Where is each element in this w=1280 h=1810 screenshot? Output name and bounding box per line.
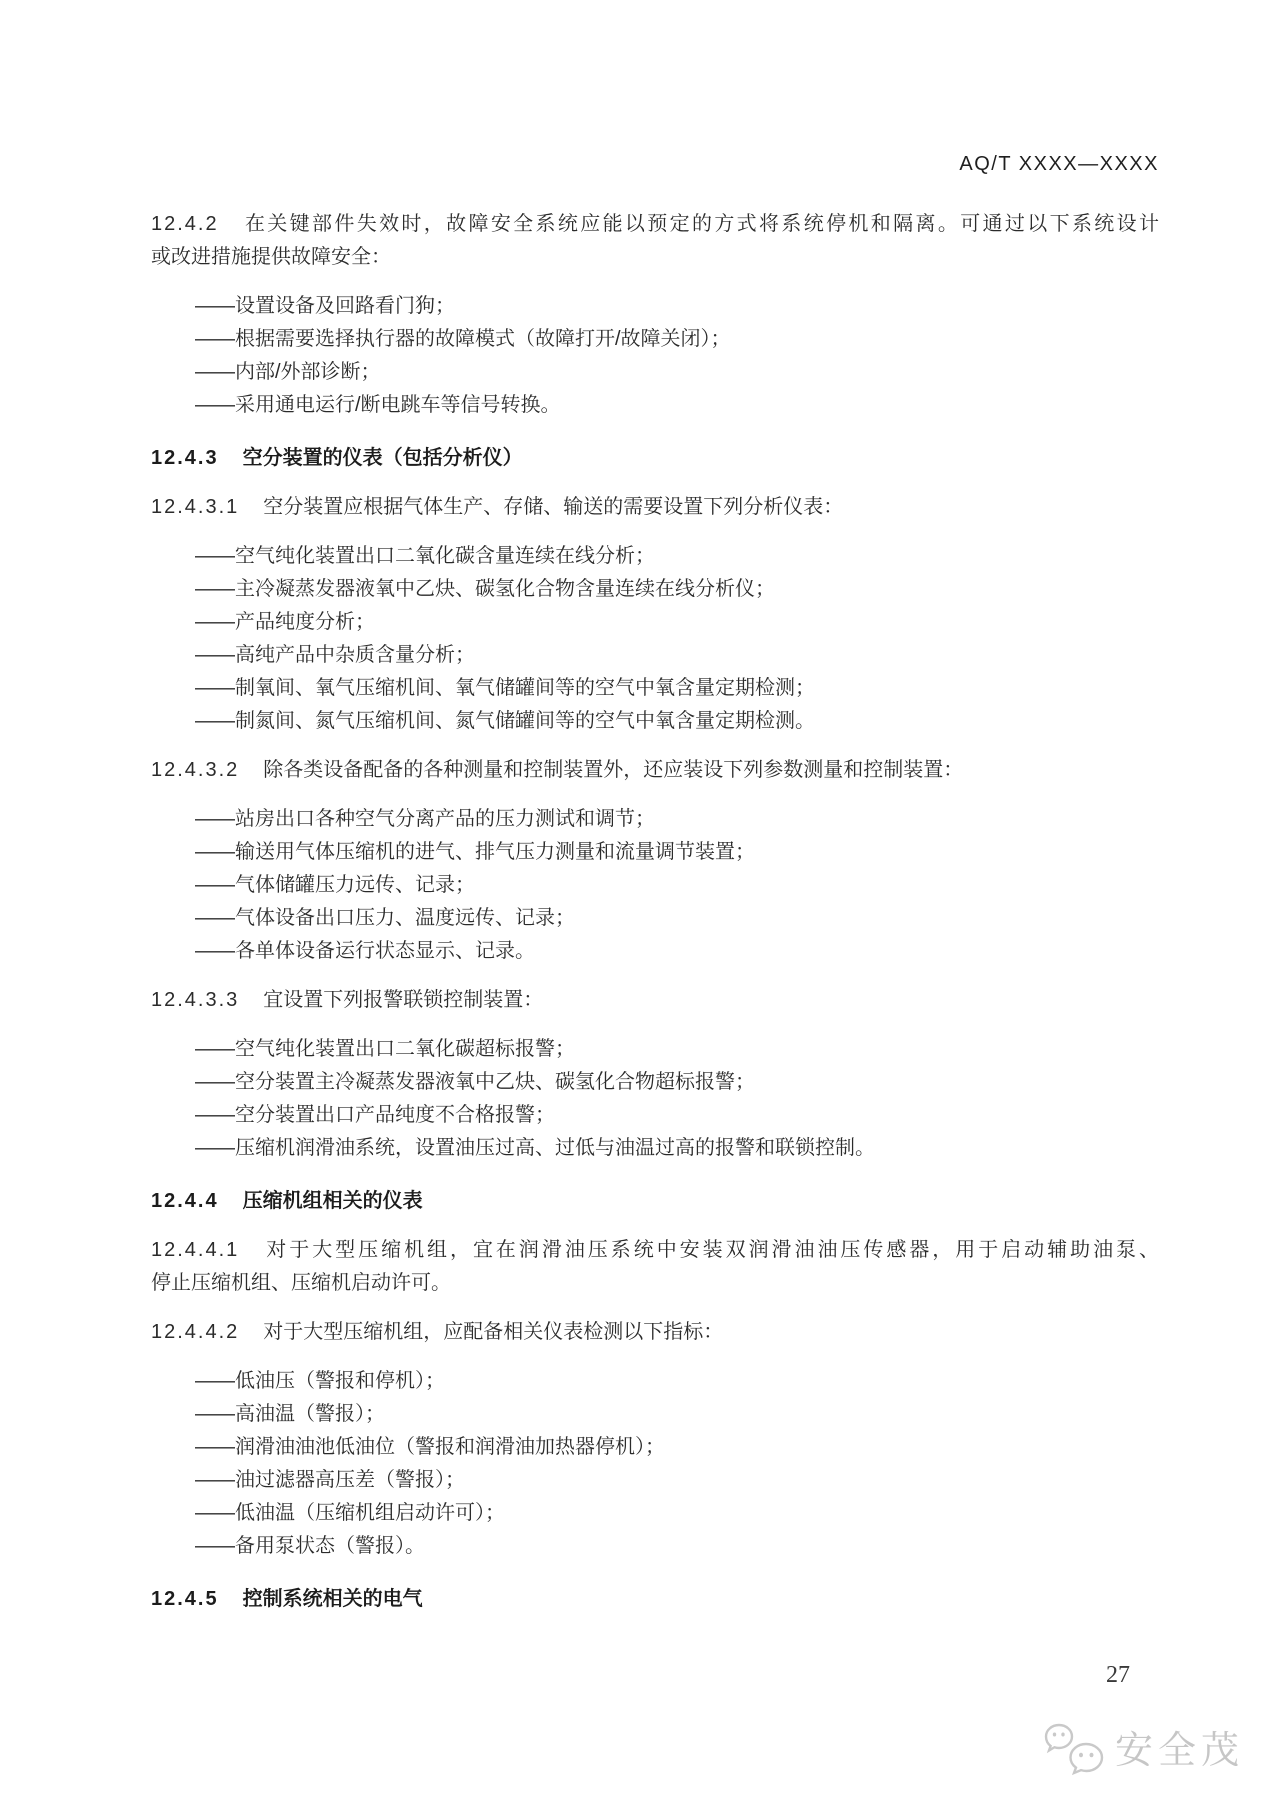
dash-list-item: ——高油温（警报）； xyxy=(195,1403,385,1425)
clause-number: 12.4.2 xyxy=(151,213,219,235)
dash-list-item: ——空分装置主冷凝蒸发器液氧中乙炔、碳氢化合物超标报警； xyxy=(195,1071,755,1093)
heading-number: 12.4.3 xyxy=(151,447,219,469)
clause-text-line: 或改进措施提供故障安全： xyxy=(151,246,391,268)
dash-list xyxy=(151,540,1159,738)
clause-number: 12.4.3.1 xyxy=(151,496,240,518)
dash-list xyxy=(151,1033,1159,1165)
clause-paragraph xyxy=(151,491,1159,524)
clause-text-line: 停止压缩机组、压缩机启动许可。 xyxy=(151,1272,451,1294)
dash-list xyxy=(151,1365,1159,1563)
dash-list-item: ——制氮间、氮气压缩机间、氮气储罐间等的空气中氧含量定期检测。 xyxy=(195,710,815,732)
dash-list-item: ——气体储罐压力远传、记录； xyxy=(195,874,475,896)
dash-list-item: ——备用泵状态（警报）。 xyxy=(195,1535,425,1557)
dash-list-item: ——低油温（压缩机组启动许可）； xyxy=(195,1502,505,1524)
clause-text-line: 12.4.3.2 除各类设备配备的各种测量和控制装置外，还应装设下列参数测量和控制装置： xyxy=(151,759,964,781)
dash-list-item: ——站房出口各种空气分离产品的压力测试和调节； xyxy=(195,808,655,830)
document-header xyxy=(151,152,1159,176)
standard-code: AQ/T XXXX—XXXX xyxy=(959,153,1159,175)
clause-text-line: 12.4.3.3 宜设置下列报警联锁控制装置： xyxy=(151,989,544,1011)
heading-number: 12.4.5 xyxy=(151,1588,219,1610)
dash-list-item: ——空气纯化装置出口二氧化碳含量连续在线分析； xyxy=(195,545,655,567)
section-heading xyxy=(151,1583,1159,1616)
watermark xyxy=(1043,1722,1244,1780)
dash-list-item: ——油过滤器高压差（警报）； xyxy=(195,1469,465,1491)
wechat-chat-bubbles-icon xyxy=(1043,1722,1105,1780)
clause-text-line: 12.4.4.1 对于大型压缩机组，宜在润滑油压系统中安装双润滑油油压传感器，用于启动辅助油泵、 xyxy=(151,1239,1159,1261)
dash-list-item: ——润滑油油池低油位（警报和润滑油加热器停机）； xyxy=(195,1436,665,1458)
dash-list-item: ——空分装置出口产品纯度不合格报警； xyxy=(195,1104,555,1126)
clause-paragraph xyxy=(151,754,1159,787)
clause-paragraph xyxy=(151,984,1159,1017)
heading-text: 压缩机组相关的仪表 xyxy=(242,1190,423,1212)
heading-number: 12.4.4 xyxy=(151,1190,219,1212)
document-body xyxy=(151,208,1159,1630)
dash-list-item: ——主冷凝蒸发器液氧中乙炔、碳氢化合物含量连续在线分析仪； xyxy=(195,578,775,600)
dash-list-item: ——根据需要选择执行器的故障模式（故障打开/故障关闭）； xyxy=(195,328,731,350)
dash-list xyxy=(151,290,1159,422)
page-number: 27 xyxy=(1106,1662,1130,1688)
heading-text: 控制系统相关的电气 xyxy=(242,1588,423,1610)
clause-paragraph xyxy=(151,1234,1159,1300)
section-heading xyxy=(151,442,1159,475)
dash-list-item: ——设置设备及回路看门狗； xyxy=(195,295,455,317)
dash-list-item: ——高纯产品中杂质含量分析； xyxy=(195,644,475,666)
watermark-text: 安全茂 xyxy=(1114,1730,1244,1772)
dash-list-item: ——低油压（警报和停机）； xyxy=(195,1370,445,1392)
dash-list xyxy=(151,803,1159,968)
clause-number: 12.4.4.1 xyxy=(151,1239,240,1261)
clause-paragraph xyxy=(151,208,1159,274)
clause-number: 12.4.4.2 xyxy=(151,1321,240,1343)
clause-text-line: 12.4.2 在关键部件失效时，故障安全系统应能以预定的方式将系统停机和隔离。可通过以下系统设计 xyxy=(151,213,1159,235)
clause-number: 12.4.3.3 xyxy=(151,989,240,1011)
heading-text: 空分装置的仪表（包括分析仪） xyxy=(242,447,523,469)
dash-list-item: ——采用通电运行/断电跳车等信号转换。 xyxy=(195,394,561,416)
dash-list-item: ——压缩机润滑油系统，设置油压过高、过低与油温过高的报警和联锁控制。 xyxy=(195,1137,875,1159)
section-heading xyxy=(151,1185,1159,1218)
dash-list-item: ——产品纯度分析； xyxy=(195,611,375,633)
clause-text-line: 12.4.3.1 空分装置应根据气体生产、存储、输送的需要设置下列分析仪表： xyxy=(151,496,844,518)
dash-list-item: ——输送用气体压缩机的进气、排气压力测量和流量调节装置； xyxy=(195,841,755,863)
dash-list-item: ——制氧间、氧气压缩机间、氧气储罐间等的空气中氧含量定期检测； xyxy=(195,677,815,699)
clause-paragraph xyxy=(151,1316,1159,1349)
dash-list-item: ——空气纯化装置出口二氧化碳超标报警； xyxy=(195,1038,575,1060)
clause-text-line: 12.4.4.2 对于大型压缩机组，应配备相关仪表检测以下指标： xyxy=(151,1321,724,1343)
dash-list-item: ——各单体设备运行状态显示、记录。 xyxy=(195,940,535,962)
dash-list-item: ——内部/外部诊断； xyxy=(195,361,381,383)
dash-list-item: ——气体设备出口压力、温度远传、记录； xyxy=(195,907,575,929)
clause-number: 12.4.3.2 xyxy=(151,759,240,781)
